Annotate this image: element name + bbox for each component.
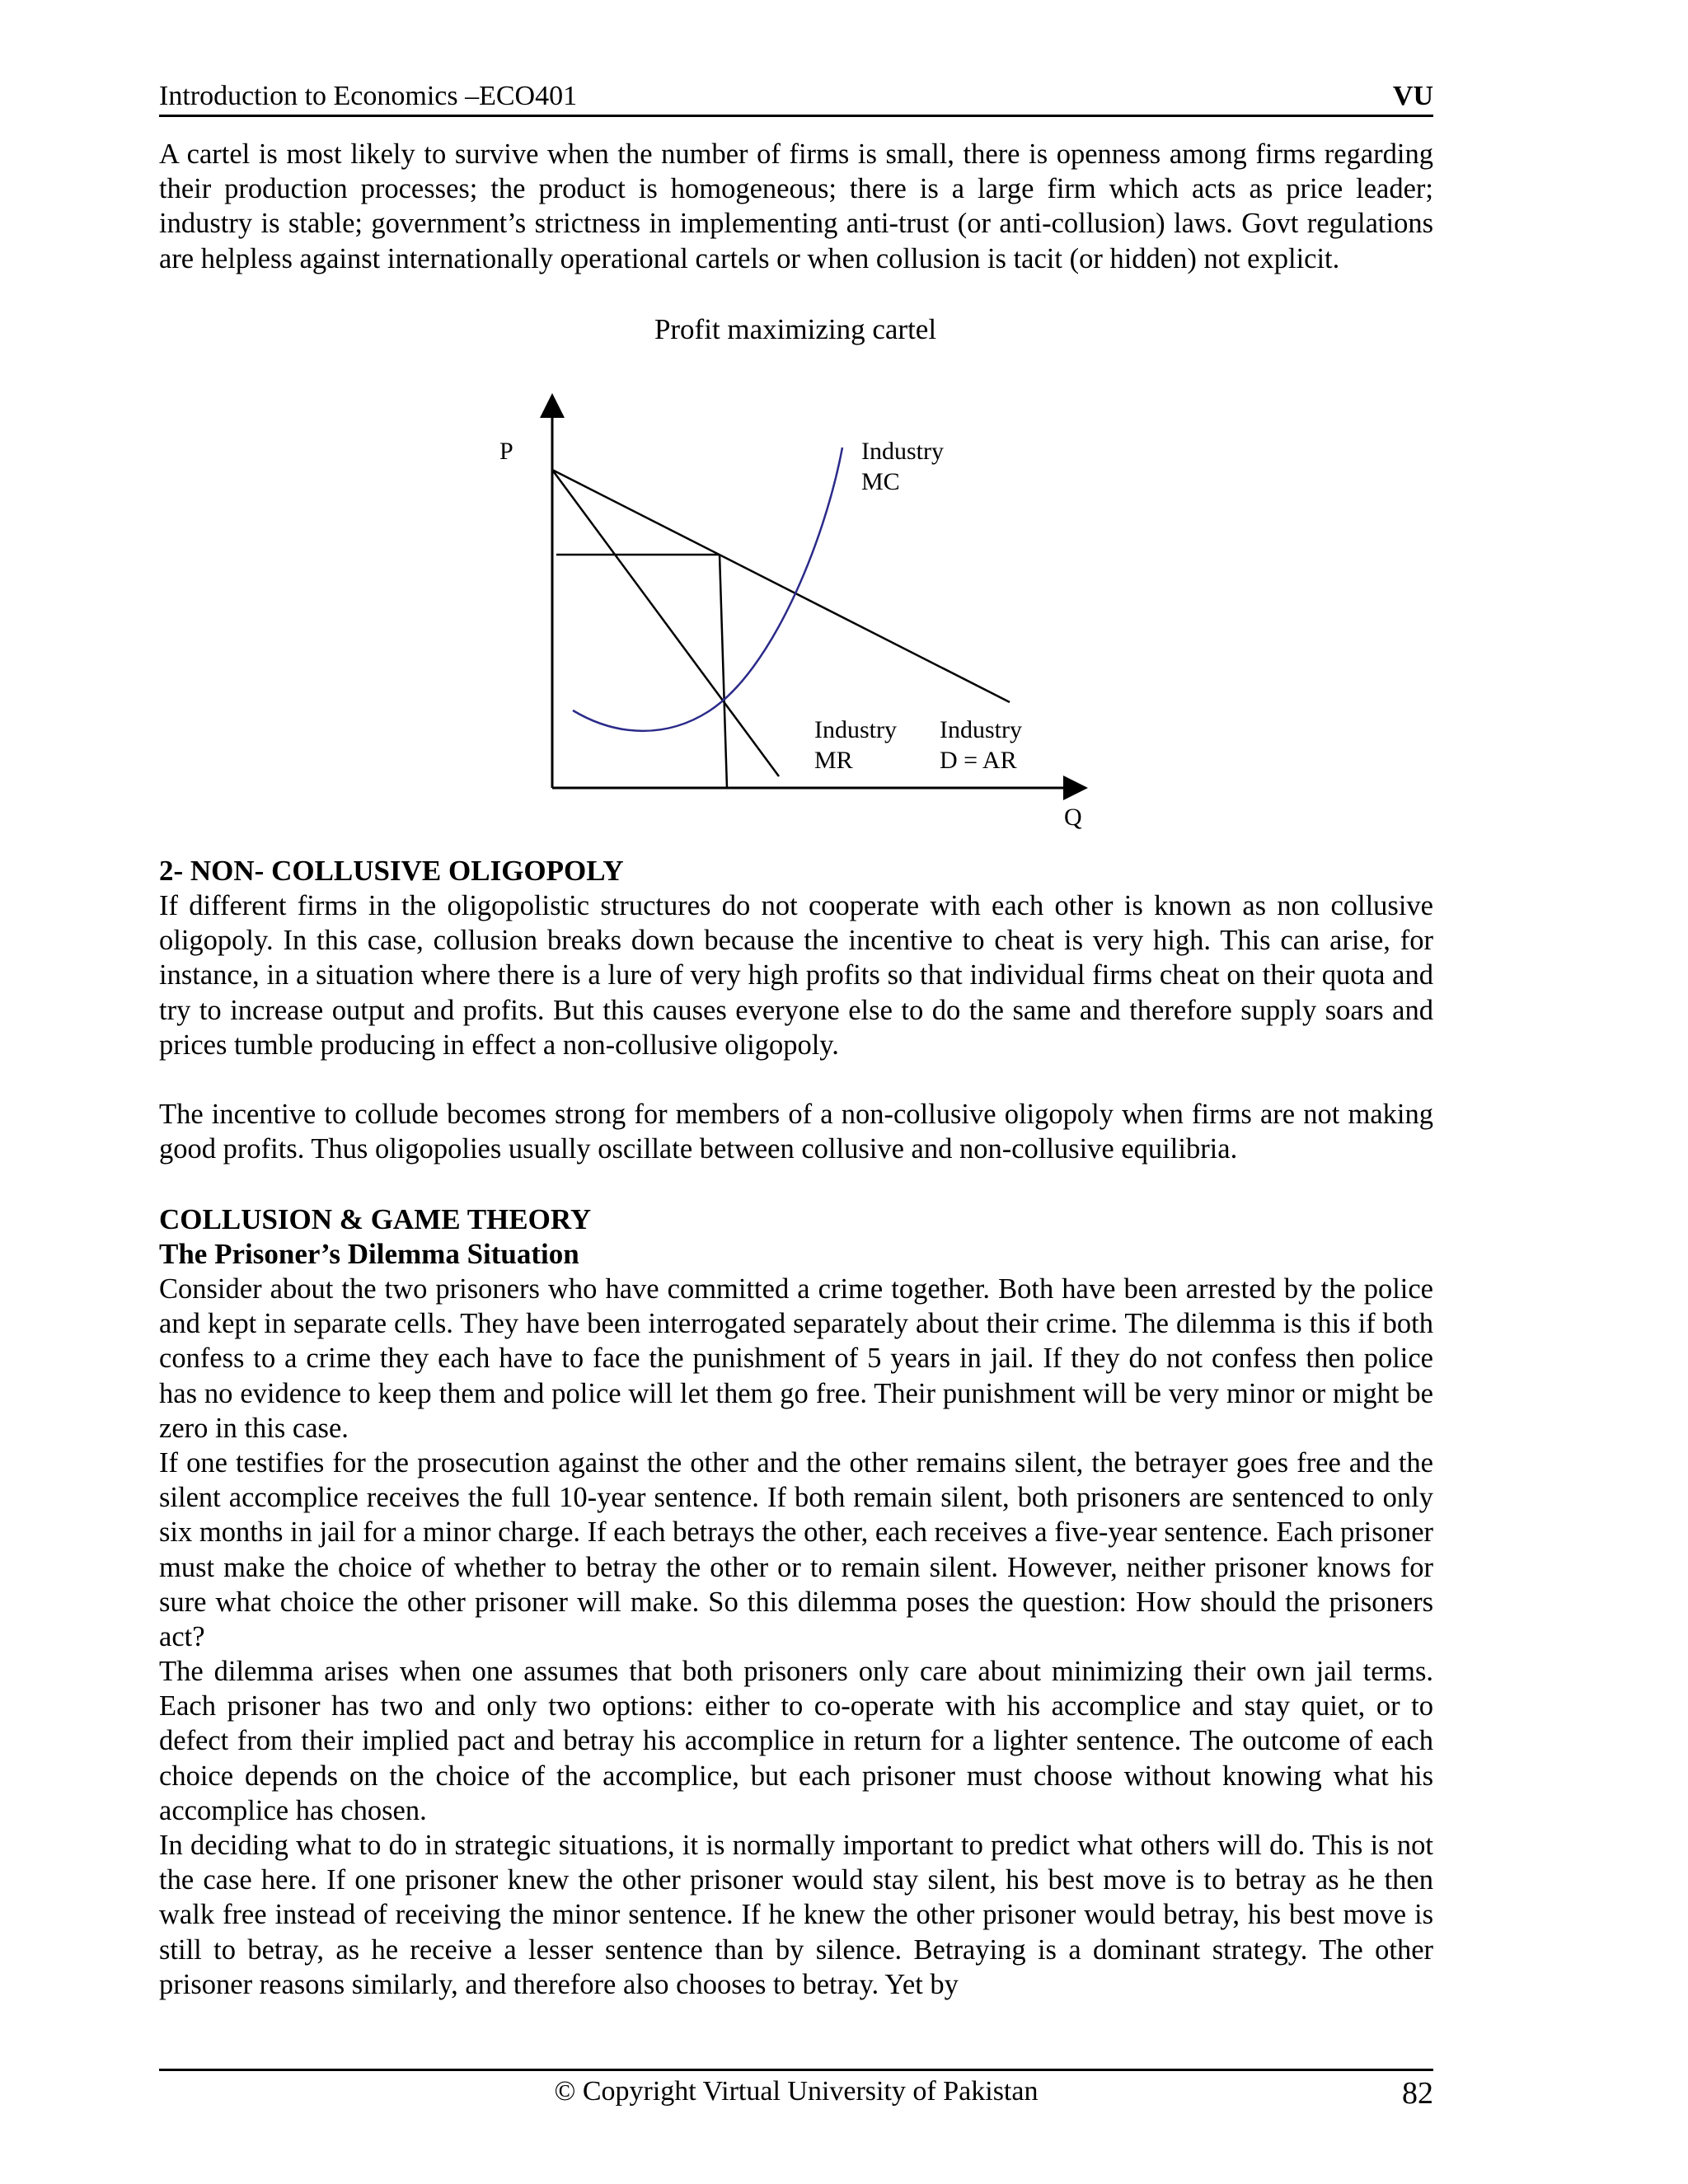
paragraph-two-prisoners: Consider about the two prisoners who have committed a crime together. Both have been arrested by the police and kept in separate cells. They have been interrogated separately about their crime. The dilemma is this if both confess to a crime they each have to face the punishment of 5 years in jail. If they do not confess then police has no evidence to keep them and police will let them go free. Their punishment will be very minor or might be zero in this case.	[159, 1273, 1433, 1444]
dar-label-line1: Industry	[940, 716, 1022, 743]
page-header	[159, 78, 1433, 117]
paragraph-incentive-to-collude: The incentive to collude becomes strong for members of a non-collusive oligopoly when firms are not making good profits. Thus oligopolies usually oscillate between collusive and non-collusive equilibria.	[159, 1099, 1433, 1165]
dar-label-line2: D = AR	[940, 747, 1017, 774]
mr-label-line2: MR	[814, 747, 853, 774]
y-axis-label: P	[499, 438, 513, 465]
cartel-diagram	[462, 387, 1137, 849]
paragraph-betrayal-outcomes: If one testifies for the prosecution against the other and the other remains silent, the betrayer goes free and the silent accomplice receives the full 10-year sentence. If both remain silent, both prisoners are sentenced to only six months in jail for a minor charge. If each betrays the other, each receives a five-year sentence. Each prisoner must make the choice of whether to betray the other or to remain silent. However, neither prisoner knows for sure what choice the other prisoner will make. So this dilemma poses the question: How should the prisoners act?	[159, 1447, 1433, 1653]
mr-label-line1: Industry	[814, 716, 897, 743]
paragraph-cartel-survival: A cartel is most likely to survive when the number of firms is small, there is openness among firms regarding their production processes; the product is homogeneous; there is a large firm which acts as price leader; industry is stable; government’s strictness in implementing anti-trust (or anti-collusion) laws. Govt regulations are helpless against internationally operational cartels or when collusion is tacit (or hidden) not explicit.	[159, 138, 1433, 274]
mc-label-line2: MC	[861, 468, 900, 495]
heading-collusion-game-theory: COLLUSION & GAME THEORY	[159, 1203, 592, 1235]
page-number: 82	[1402, 2076, 1433, 2111]
paragraph-non-collusive-definition: If different firms in the oligopolistic structures do not cooperate with each other is known as non collusive oligopoly. In this case, collusion breaks down because the incentive to cheat is very high. This can arise, for instance, in a situation where there is a lure of very high profits so that individual firms cheat on their quota and try to increase output and profits. But this causes everyone else to do the same and therefore supply soars and prices tumble producing in effect a non-collusive oligopoly.	[159, 890, 1433, 1061]
heading-non-collusive-oligopoly: 2- NON- COLLUSIVE OLIGOPOLY	[159, 855, 624, 887]
mr-line	[552, 470, 779, 776]
quantity-line	[720, 555, 727, 788]
page-footer	[159, 2069, 1433, 2111]
institution-label: VU	[1392, 81, 1433, 111]
copyright-notice: © Copyright Virtual University of Pakistan	[554, 2076, 1039, 2107]
paragraph-strategic-situations: In deciding what to do in strategic situations, it is normally important to predict what others will do. This is not the case here. If one prisoner knew the other prisoner would stay silent, his best move is to betray as he then walk free instead of receiving the minor sentence. If he knew the other prisoner would betray, his best move is still to betray, as he receive a lesser sentence than by silence. Betraying is a dominant strategy. The other prisoner reasons similarly, and therefore also chooses to betray. Yet by	[159, 1830, 1433, 2000]
x-axis-label: Q	[1064, 804, 1082, 831]
paragraph-dilemma-arises: The dilemma arises when one assumes that both prisoners only care about minimizing their own jail terms. Each prisoner has two and only two options: either to co-operate with his accomplice and stay quiet, or to defect from their implied pact and betray his accomplice in return for a lighter sentence. The outcome of each choice depends on the choice of the accomplice, but each prisoner must choose without knowing what his accomplice has chosen.	[159, 1656, 1433, 1826]
demand-ar-line	[552, 470, 1010, 702]
mc-curve	[573, 448, 842, 731]
course-title: Introduction to Economics –ECO401	[159, 81, 578, 111]
mc-label-line1: Industry	[861, 438, 944, 465]
figure-caption: Profit maximizing cartel	[654, 313, 937, 345]
heading-prisoners-dilemma: The Prisoner’s Dilemma Situation	[159, 1238, 579, 1270]
